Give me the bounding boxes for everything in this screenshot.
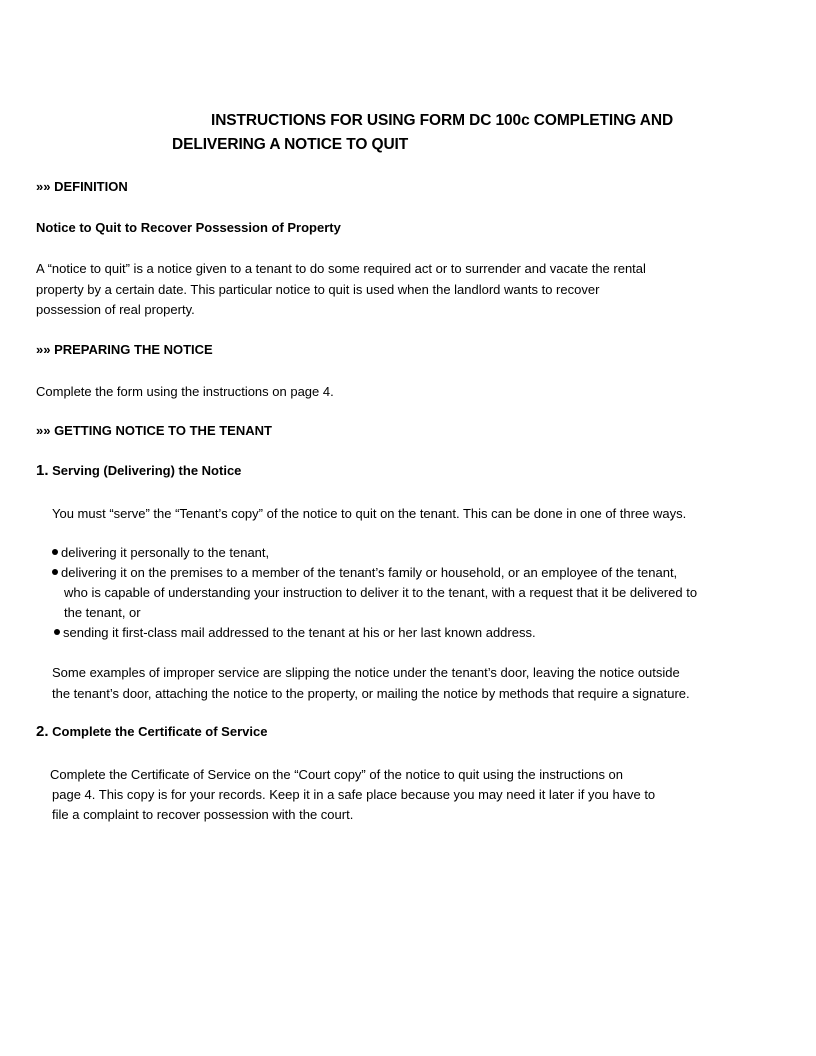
preparing-heading: »» PREPARING THE NOTICE	[36, 342, 213, 357]
section-2-paragraph-line: file a complaint to recover possession with the court.	[52, 807, 354, 822]
section-2-heading	[36, 723, 267, 740]
section-1-number: 1.	[36, 462, 49, 479]
definition-paragraph-line: property by a certain date. This particular notice to quit is used when the landlord wants to recover	[36, 282, 600, 297]
bullet-icon	[52, 569, 58, 575]
definition-paragraph-line: possession of real property.	[36, 302, 195, 317]
section-2-title: Complete the Certificate of Service	[52, 724, 268, 739]
title-line-1: INSTRUCTIONS FOR USING FORM DC 100c COMPLETING AND	[211, 112, 674, 129]
improper-service-line: the tenant’s door, attaching the notice to the property, or mailing the notice by methods that require a signature.	[52, 686, 690, 701]
improper-service-line: Some examples of improper service are slipping the notice under the tenant’s door, leaving the notice outside	[52, 665, 680, 680]
bullet-continuation: the tenant, or	[64, 605, 141, 620]
preparing-text: Complete the form using the instructions on page 4.	[36, 384, 334, 399]
bullet-text: delivering it on the premises to a member of the tenant’s family or household, or an employee of the tenant,	[61, 565, 678, 580]
definition-heading: »» DEFINITION	[36, 179, 128, 194]
bullet-text: delivering it personally to the tenant,	[61, 545, 270, 560]
bullet-text: sending it first-class mail addressed to the tenant at his or her last known address.	[63, 625, 536, 640]
bullet-icon	[54, 629, 60, 635]
section-1-heading	[36, 462, 241, 479]
bullet-item	[52, 543, 269, 563]
title-line-2: DELIVERING A NOTICE TO QUIT	[172, 136, 409, 153]
section-2-number: 2.	[36, 723, 49, 740]
section-1-title: Serving (Delivering) the Notice	[52, 463, 242, 478]
definition-paragraph-line: A “notice to quit” is a notice given to a tenant to do some required act or to surrender and vacate the rental	[36, 261, 646, 276]
bullet-continuation: who is capable of understanding your instruction to deliver it to the tenant, with a request that it be delivered to	[64, 585, 698, 600]
getting-heading: »» GETTING NOTICE TO THE TENANT	[36, 423, 272, 438]
bullet-icon	[52, 549, 58, 555]
section-1-intro: You must “serve” the “Tenant’s copy” of the notice to quit on the tenant. This can be done in one of three ways.	[52, 506, 687, 521]
bullet-item	[54, 623, 536, 643]
section-2-paragraph-line: Complete the Certificate of Service on the “Court copy” of the notice to quit using the instructions on	[50, 767, 624, 782]
section-2-paragraph-line: page 4. This copy is for your records. Keep it in a safe place because you may need it later if you have to	[52, 787, 656, 802]
bullet-item	[52, 563, 677, 583]
definition-subheading: Notice to Quit to Recover Possession of Property	[36, 220, 341, 235]
